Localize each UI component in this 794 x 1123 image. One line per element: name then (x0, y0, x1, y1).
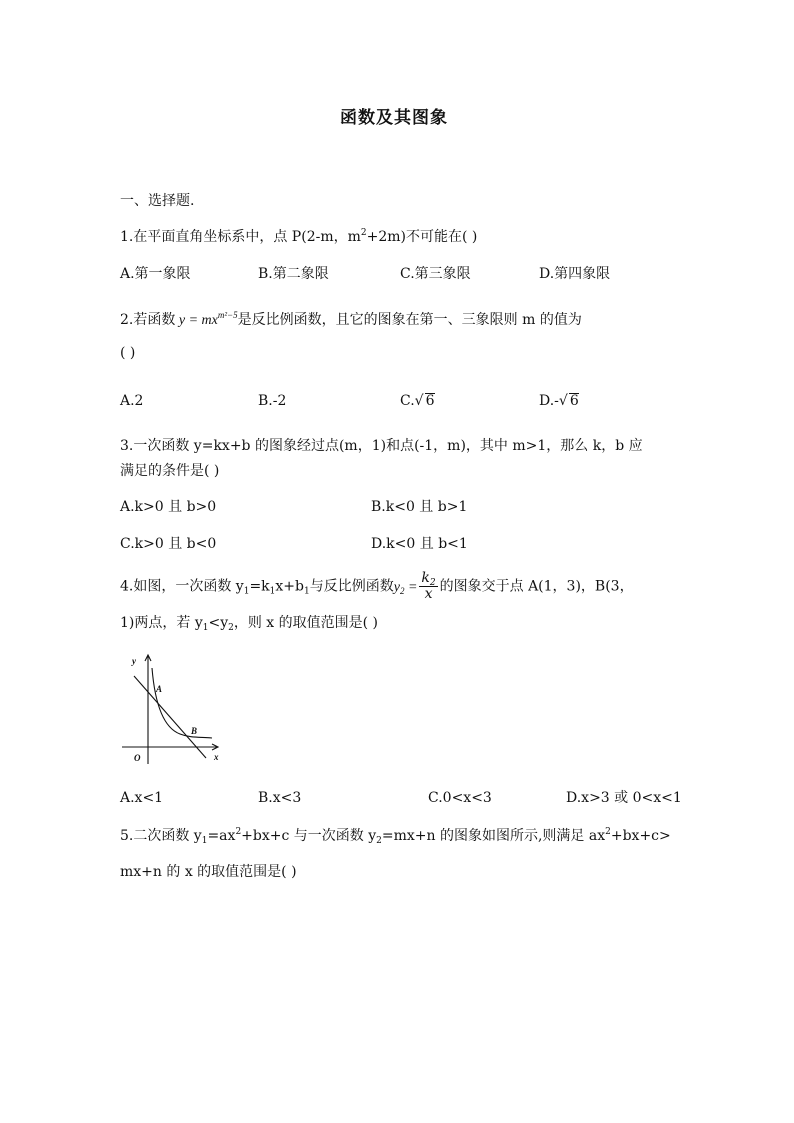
linear-function-line (134, 676, 206, 758)
point-a-label: A (156, 684, 163, 694)
question-5-stem-line1: 5.二次函数 $y_1=ax^2+bx+c$ 与一次函数 $y_2=mx+n$ 的图象如图所示,则满足 $ax^2+bx+c>$ (120, 827, 671, 846)
question-1-option-a: A.第一象限 (120, 266, 191, 282)
page-title: 函数及其图象 (340, 108, 448, 128)
question-3-option-d: D.k<0 且 b<1 (371, 536, 468, 552)
point-b-label: B (191, 726, 198, 736)
origin-label: O (134, 753, 141, 763)
sqrt-symbol: √ (414, 393, 424, 409)
inverse-function-curve (152, 668, 212, 738)
question-4-formula: $y_2$ = (393, 579, 418, 596)
question-4-option-c: C.0<x<3 (428, 790, 492, 806)
question-2-option-d: D.-√ 6 (539, 393, 579, 409)
question-1-option-c: C.第三象限 (400, 266, 471, 282)
question-4-option-a: A.x<1 (120, 790, 164, 806)
y-axis-label: y (132, 656, 136, 666)
question-4-option-d: D.x>3 或 0<x<1 (566, 790, 682, 806)
question-3-stem-line1: 3.一次函数 y=kx+b 的图象经过点(m，1)和点(-1，m)，其中 m>1，那么 k，b 应 (120, 438, 643, 454)
question-2-option-c: C.√ 6 (400, 393, 435, 409)
question-4-stem-line2: 1)两点，若 $y_1<y_2$，则 x 的取值范围是( ) (120, 615, 379, 633)
question-2-option-a: A.2 (120, 393, 144, 409)
question-3-stem-line2: 满足的条件是( ) (120, 463, 220, 479)
question-3-option-b: B.k<0 且 b>1 (371, 499, 468, 515)
question-2-option-b: B.-2 (258, 393, 287, 409)
question-2-paren: ( ) (120, 345, 136, 361)
question-4-figure (118, 650, 228, 770)
question-2-formula: $y = mx^{m^2-5}$ (178, 310, 238, 328)
question-3-option-c: C.k>0 且 b<0 (120, 536, 217, 552)
question-2-stem: 2.若函数 $y = mx^{m^2-5}$是反比例函数，且它的图象在第一、三象限则 m 的值为 (120, 310, 582, 328)
question-4-stem-line1: 4.如图，一次函数 $y_1=k_1x+b_1$与反比例函数$y_2$ = $\frac{k_2}{x}$ 的图象交于点 A(1，3)，B(3， (120, 570, 634, 602)
question-5-stem-line2: mx+n 的 x 的取值范围是( ) (120, 864, 297, 880)
x-axis-label: x (214, 752, 219, 762)
sqrt-symbol: √ (558, 393, 568, 409)
section-heading: 一、选择题. (120, 193, 195, 209)
question-4-fraction: $\frac{k_2}{x}$ (421, 570, 436, 602)
question-3-option-a: A.k>0 且 b>0 (120, 499, 217, 515)
question-4-option-b: B.x<3 (258, 790, 302, 806)
question-1-option-b: B.第二象限 (258, 266, 329, 282)
question-1-stem: 1.在平面直角坐标系中，点 P(2-m，$m^2+2m$)不可能在( ) (120, 228, 478, 245)
question-1-option-d: D.第四象限 (539, 266, 611, 282)
